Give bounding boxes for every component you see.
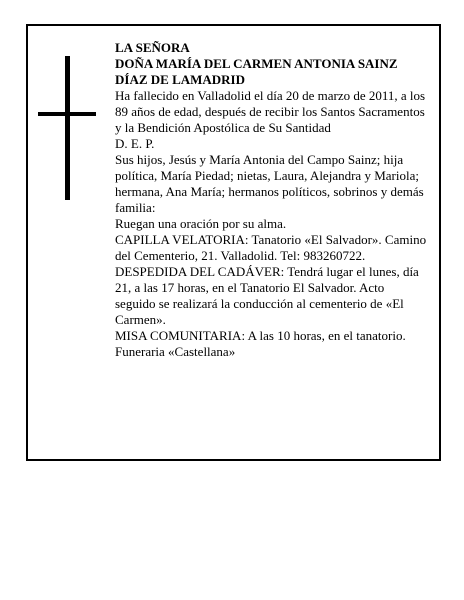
chapel-info: CAPILLA VELATORIA: Tanatorio «El Salvador». Camino del Cementerio, 21. Valladolid. Tel: 983260722. xyxy=(115,232,427,263)
funeral-home: Funeraria «Castellana» xyxy=(115,344,236,359)
cross-icon xyxy=(38,56,96,200)
deceased-name: DOÑA MARÍA DEL CARMEN ANTONIA SAINZ DÍAZ DE LAMADRID xyxy=(115,56,398,87)
notice-title: LA SEÑORA xyxy=(115,40,190,55)
cross-vertical-bar xyxy=(65,56,70,200)
rip-text: D. E. P. xyxy=(115,136,155,151)
mass-info: MISA COMUNITARIA: A las 10 horas, en el tanatorio. xyxy=(115,328,406,343)
death-statement: Ha fallecido en Valladolid el día 20 de marzo de 2011, a los 89 años de edad, después de recibir los Santos Sacramentos y la Bendición Apostólica de Su Santidad xyxy=(115,88,426,135)
prayer-request: Ruegan una oración por su alma. xyxy=(115,216,287,231)
farewell-info: DESPEDIDA DEL CADÁVER: Tendrá lugar el lunes, día 21, a las 17 horas, en el Tanatorio El Salvador. Acto seguido se realizará la conducción al cementerio de «El Carmen». xyxy=(115,264,419,327)
family-list: Sus hijos, Jesús y María Antonia del Campo Sainz; hija política, María Piedad; nietas, Laura, Alejandra y Mariola; hermana, Ana María; hermanos políticos, sobrinos y demás familia: xyxy=(115,152,424,215)
obituary-notice xyxy=(26,24,441,461)
cross-horizontal-bar xyxy=(38,112,96,116)
notice-body xyxy=(115,40,427,360)
